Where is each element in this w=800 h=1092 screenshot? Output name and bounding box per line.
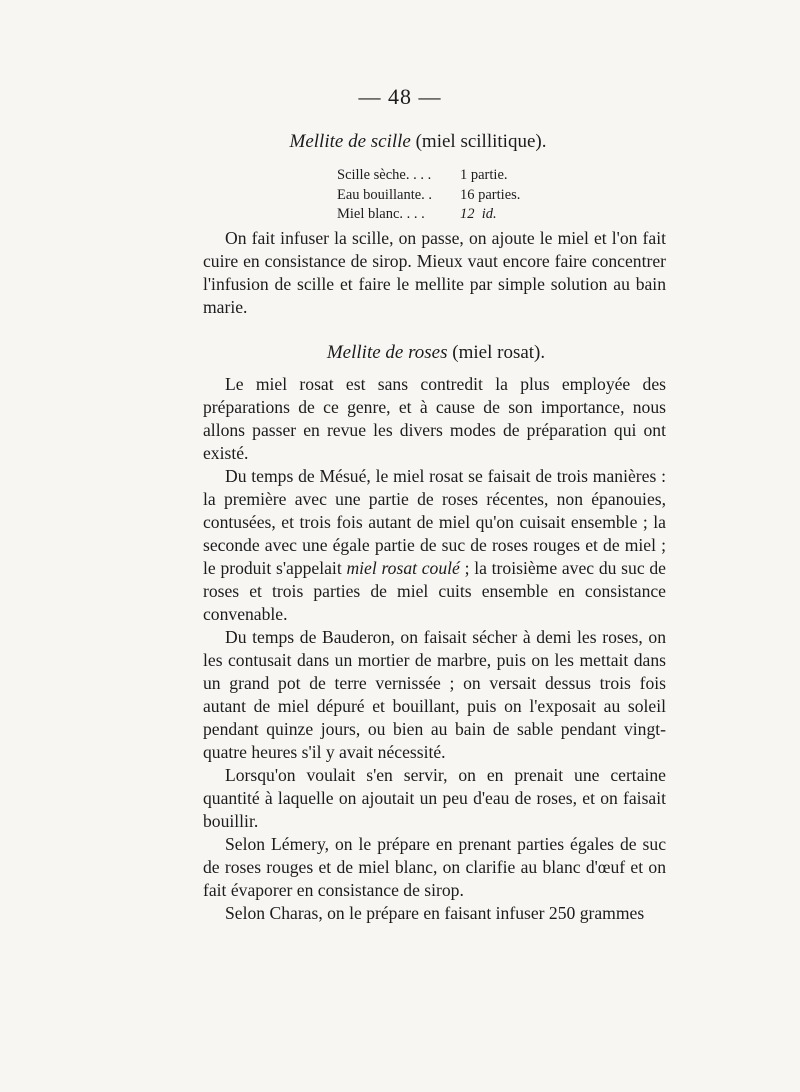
recipe-ingredient: Miel blanc. . . . — [337, 206, 425, 222]
roses-text — [203, 373, 666, 925]
heading-rest: (miel scillitique). — [410, 131, 547, 152]
recipe-quantity: 12 id. — [460, 206, 497, 222]
scille-text — [203, 227, 666, 319]
recipe-ingredient: Scille sèche. . . . — [337, 167, 432, 183]
paragraph-text: Du temps de Mésué, le miel rosat se faisait de trois manières : la première avec une partie de roses récentes, non épanouies, contusées, et trois fois autant de miel qu'on cuisait ensemble ; la seconde avec une égale partie de suc de roses rouges et de miel ; le produit s'appelait — [203, 466, 666, 578]
heading-italic: Mellite de roses — [326, 342, 448, 363]
italic-term: miel rosat coulé — [346, 558, 460, 578]
paragraph: Le miel rosat est sans contredit la plus employée des préparations de ce genre, et à cause de son importance, nous allons passer en revue les divers modes de préparation qui ont existé. — [203, 374, 666, 463]
recipe-ingredient: Eau bouillante. . — [337, 186, 433, 203]
recipe-row — [337, 166, 520, 186]
recipe-row — [337, 205, 520, 225]
page-number: — 48 — — [358, 84, 442, 109]
paragraph-text-tail: ; la troisième avec du suc de roses et trois parties de miel cuits ensemble en consistance convenable. — [203, 558, 666, 624]
paragraph: Du temps de Bauderon, on faisait sécher à demi les roses, on les contusait dans un mortier de marbre, puis on les mettait dans un grand pot de terre vernissée ; on versait dessus trois fois autant de miel dépuré et bouillant, puis on l'exposait au soleil pendant quinze jours, ou bien au bain de sable pendant vingt-quatre heures s'il y avait nécessité. — [203, 627, 666, 762]
paragraph: On fait infuser la scille, on passe, on ajoute le miel et l'on fait cuire en consistance de sirop. Mieux vaut encore faire concentrer l'infusion de scille et faire le mellite par simple solution au bain marie. — [203, 228, 666, 317]
paragraph — [203, 465, 666, 626]
paragraph: Selon Lémery, on le prépare en prenant parties égales de suc de roses rouges et de miel blanc, on clarifie au blanc d'œuf et on fait évaporer en consistance de sirop. — [203, 834, 666, 900]
heading-italic: Mellite de scille — [289, 131, 411, 152]
paragraph: Lorsqu'on voulait s'en servir, on en prenait une certaine quantité à laquelle on ajoutait un peu d'eau de roses, et on faisait bouillir. — [203, 765, 666, 831]
recipe-table — [337, 166, 520, 225]
heading-rest: (miel rosat). — [447, 342, 546, 363]
paragraph: Selon Charas, on le prépare en faisant infuser 250 grammes — [225, 903, 645, 923]
recipe-row — [337, 186, 520, 206]
recipe-quantity: 1 partie. — [460, 167, 508, 183]
recipe-quantity: 16 parties. — [460, 186, 521, 203]
section-heading-mellite-roses — [36, 342, 800, 364]
section-heading-mellite-scille — [18, 131, 800, 153]
